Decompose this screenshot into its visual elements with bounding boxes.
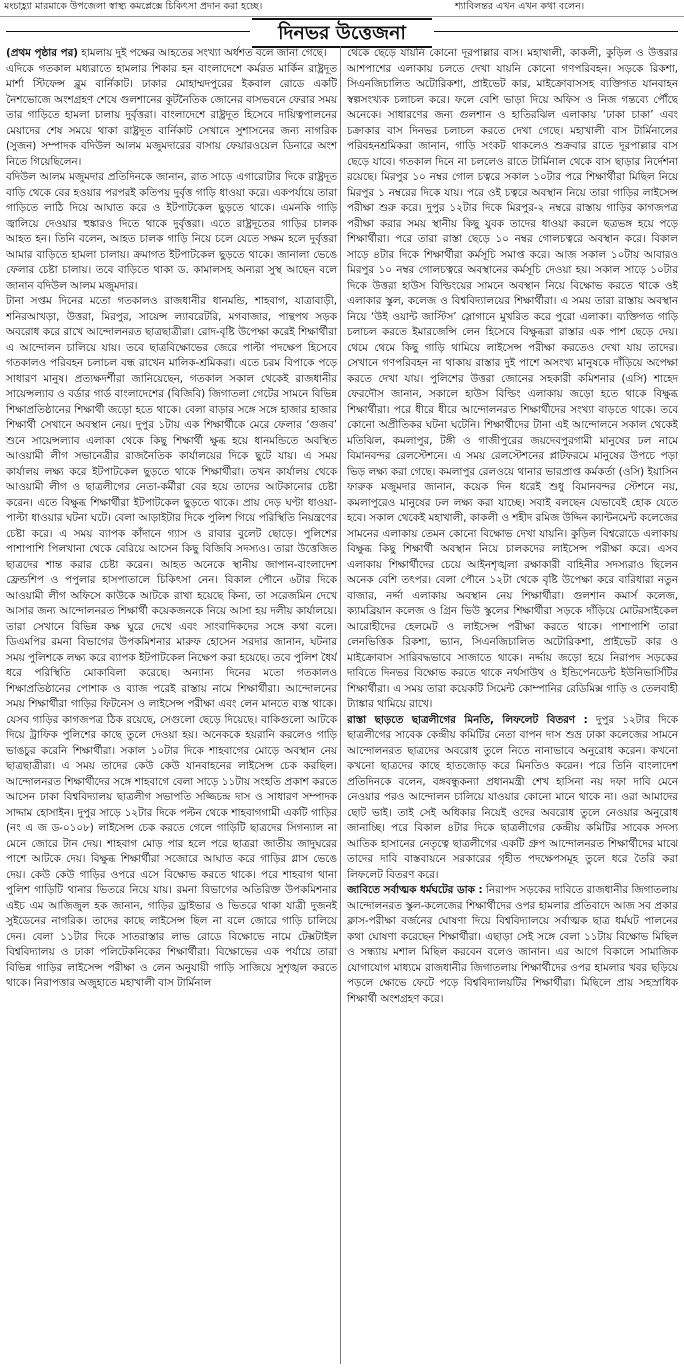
column-separator	[340, 46, 341, 1364]
headline: দিনভর উত্তেজনা	[278, 22, 406, 44]
paragraph-text: দুপুর ১২টার দিকে ছাত্রলীগের সাবেক কেন্দ্রীয় কমিটির নেতা বাপন দাস শুভ্র ঢাকা কলেজের সামনে আন্দোলনরত ছাত্রদের অবরোধ তুলে নিতে নানাভাবে অনুরোধ করেন। কখনো কখনো ছাত্রদের কাছে হাতজোড় করে মিনতিও করেন। পরে তিনি বাংলাদেশ প্রতিদিনকে বলেন, বঙ্গবন্ধুকন্যা প্রধানমন্ত্রী শেখ হাসিনা নয় দফা দাবি মেনে নেওয়ার পরও আন্দোলন চালিয়ে যাওয়ার কোনো মানে থাকে না। ওরা আমাদের ছোট ভাই। তাই সেই অধিকার নিয়েই ওদের অবরোধ তুলে নেওয়ার অনুরোধ জানাচ্ছি। পরে বিকাল ৪টার দিকে ছাত্রলীগের কেন্দ্রীয় কমিটির সাবেক সদস্য আতিক হাসানের নেতৃত্বে ছাত্রলীগের একটি গ্রুপ আন্দোলনরত শিক্ষার্থীদের মাঝে তাদের দাবি বাস্তবায়নে সরকারের গৃহীত পদক্ষেপসমূহ তুলে ধরে তৈরি করা লিফলেট বিতরণ করে।	[347, 713, 678, 881]
paragraph-text: হামলায় দুই পক্ষের আহতের সংখ্যা অর্ধশত বলে জানা গেছে।	[81, 47, 327, 59]
paragraph: এদিকে গতকাল মধ্যরাতে হামলার শিকার হন বাংলাদেশে কর্মরত মার্কিন রাষ্ট্রদূত মার্শা স্টিফেন্স ব্লুম বার্নিকাট। ঢাকার মোহাম্মদপুরের ইকবাল রোডে একটি নৈশভোজে অংশগ্রহণ শেষে গুলশানের কূটনৈতিক জোনের বাসভবনে ফেরার সময় তার গাড়িতে হামলা চালায় দুর্বৃত্তরা। বাংলাদেশে রাষ্ট্রদূত হিসেবে দায়িত্বপালনের মেয়াদের শেষ সময়ে থাকা রাষ্ট্রদূত বার্নিকাট সেখানে সুশাসনের জন্য নাগরিক (সুজন) সম্পাদক বদিউল আলম মজুমদারের বাসায় ফেয়ারওয়েল ডিনারে অংশ নিতে গিয়েছিলেন।	[6, 62, 337, 168]
subheading: জাবিতে সর্বাত্মক ধর্মঘটের ডাক :	[347, 884, 483, 896]
top-strip-left-text: মংচাহ্ল্যা মারমাকে উপজেলা স্বাস্থ্য কমপ্লেক্সে চিকিৎসা প্রদান করা হচ্ছে।	[4, 1, 263, 12]
paragraph: টানা সপ্তম দিনের মতো গতকালও রাজধানীর ধানমন্ডি, শাহবাগ, যাত্রাবাড়ী, শনিরআখড়া, উত্তরা, মিরপুর, সায়েন্স ল্যাবরেটরি, মগবাজার, পান্থপথ সড়ক অবরোধ করে রাখে আন্দোলনরত ছাত্রছাত্রীরা। রোদ-বৃষ্টি উপেক্ষা করেই শিক্ষার্থীরা এ আন্দোলন চালিয়ে যায়। তবে ছাত্রবিক্ষোভের জেরে পাল্টা পদক্ষেপ হিসেবে গতকালও পরিবহন চলাচল বন্ধ রাখেন মালিক-শ্রমিকরা। এতে চরম বিপাকে পড়ে সাধারণ মানুষ। প্রত্যক্ষদর্শীরা জানিয়েছেন, গতকাল সকাল থেকেই রাজধানীর সায়েন্সল্যাব ও বর্ডার গার্ড বাংলাদেশের (বিজিবি) জিগাতলা গেটের সামনে বিভিন্ন শিক্ষাপ্রতিষ্ঠানের শিক্ষার্থী জড়ো হতে থাকে। বেলা বাড়ার সঙ্গে সঙ্গে হাজার হাজার শিক্ষার্থী সেখানে অবস্থান নেয়। দুপুর ১টায় এক শিক্ষার্থীকে মেরে ফেলার ‘গুজব’ শুনে সায়েন্সল্যাব এলাকা থেকে কিছু শিক্ষার্থী ক্ষুব্ধ হয়ে ধানমন্ডিতে অবস্থিত আওয়ামী লীগ সভানেত্রীর রাজনৈতিক কার্যালয়ের দিকে ছুটে যায়। এ সময় কার্যালয় লক্ষ্য করে ইটপাটকেল ছুড়তে থাকে শিক্ষার্থীরা। তখন কার্যালয় থেকে আওয়ামী লীগ ও ছাত্রলীগের নেতা-কর্মীরা বের হয়ে তাদের আটকানোর চেষ্টা করেন। এতে বিক্ষুব্ধ শিক্ষার্থীরা ইটপাটকেল ছুড়তে থাকে। প্রায় দেড় ঘণ্টা ধাওয়া-পাল্টা ধাওয়ার ঘটনা ঘটে। বেলা আড়াইটার দিকে পুলিশ গিয়ে পরিস্থিতি নিয়ন্ত্রণের চেষ্টা করে। এ সময় ব্যাপক কাঁদানে গ্যাস ও রাবার বুলেট ছোড়ে। পুলিশের পাশাপাশি পিলখানা থেকে বেরিয়ে আসেন কিছু বিজিবি সদস্যও। তারা উত্তেজিত ছাত্রদের শান্ত করার চেষ্টা করেন। আহত অনেকে স্থানীয় জাপান-বাংলাদেশ ফ্রেন্ডশিপ ও পপুলার হাসপাতালে চিকিৎসা নেন। বিকাল পৌনে ৬টার দিকে আওয়ামী লীগ অফিসে কাউকে আটকে রাখা হয়েছে কিনা, তা সরেজমিন দেখে আসার জন্য আন্দোলনরত শিক্ষার্থী কয়েকজনকে নিয়ে আসা হয় দলীয় কার্যালয়ে। তারা সেখানে বিভিন্ন কক্ষ ঘুরে দেখে এবং সাংবাদিকদের সঙ্গে কথা বলে। ডিএমপির রমনা বিভাগের উপকমিশনার মারুফ হোসেন সরদার জানান, ঘটনার সময় পুলিশকে লক্ষ্য করে ব্যাপক ইটপাটকেল নিক্ষেপ করা হয়েছে। তবে পুলিশ ধৈর্য ধরে পরিস্থিতি মোকাবিলা করেছে। অন্যান্য দিনের মতো গতকালও শিক্ষাপ্রতিষ্ঠানের পোশাক ও ব্যাজ পরেই রাস্তায় নামে শিক্ষার্থীরা। আন্দোলনের সময় শিক্ষার্থীরা গাড়ির ফিটনেস ও লাইসেন্স পরীক্ষা এবং লেন মানতে ব্যস্ত থাকে। যেসব গাড়ির কাগজপত্র ঠিক রয়েছে, সেগুলো ছেড়ে দিয়েছে। বাকিগুলো আটকে দিয়ে ট্রাফিক পুলিশের কাছে তুলে দেওয়া হয়। অনেককে হয়রানি করলেও গাড়ি ভাঙচুর করেনি শিক্ষার্থীরা। সকাল ১০টার দিকে শাহবাগের মোড়ে অবস্থান নেয় ছাত্রছাত্রীরা। এ সময় তাদের কেউ কেউ যানবাহনের লাইসেন্স চেক করছিল। আন্দোলনরত শিক্ষার্থীদের সঙ্গে শাহবাগে বেলা সাড়ে ১১টায় সংহতি প্রকাশ করতে আসেন ঢাকা বিশ্ববিদ্যালয় ছাত্রলীগ সভাপতি সজ্জিচন্দ্র দাস ও সাধারণ সম্পাদক সাদ্দাম হোসাইন। দুপুর সাড়ে ১২টার দিকে পল্টন থেকে শাহবাগগামী একটি গাড়ির (নং এ জ ড-০১০৮) লাইসেন্স চেক করতে গেলে গাড়িটি ছাত্রদের সিগন্যাল না মেনে জোরে টান দেয়। শাহবাগ মোড় পার হলে পরে ছাত্ররা জাতীয় জাদুঘরের পাশে আটকে দেয়। বিক্ষুব্ধ শিক্ষার্থীরা সজোরে আঘাত করে গাড়ির গ্লাস ভেঙে দেয়। কেউ কেউ গাড়ির ওপরে এসে বিক্ষোভ করতে থাকে। পরে শাহবাগ থানা পুলিশ গাড়িটি থানার ভিতরে নিয়ে যায়। রমনা বিভাগের অতিরিক্ত উপকমিশনার এইচ এম আজিজুল হক জানান, গাড়ির ড্রাইভার ও ভিতরে থাকা যাত্রী দুজনই সুইডেনের নাগরিক। তাদের কাছে লাইসেন্স ছিল না বলে জোরে গাড়ি চালিয়ে দেন। বেলা ১১টার দিকে সাতরাস্তার লাভ রোডে বিক্ষোভে নামে টেক্সটাইল বিশ্ববিদ্যালয় ও ঢাকা পলিটেকনিকের শিক্ষার্থীরা। বিক্ষোভের এক পর্যায়ে তারা বিভিন্ন গাড়ির লাইসেন্স পরীক্ষা ও লেন অনুযায়ী গাড়ি সাজিয়ে সুশৃঙ্খল করতে থাকে। নিরাপত্তার অজুহাতে মহাখালী বাস টার্মিনাল	[6, 295, 337, 989]
top-strip	[0, 0, 684, 17]
paragraph	[6, 46, 337, 62]
paragraph: বদিউল আলম মজুমদার প্রতিদিনকে জানান, রাত সাড়ে এগারোটার দিকে রাষ্ট্রদূত বাড়ি থেকে বের হওয়ার পরপরই কতিপয় দুর্বৃত্ত গাড়ি ধাওয়া করে। একপর্যায়ে তারা গাড়িতে লাঠি দিয়ে আঘাত করে ও ইটপাটকেল ছুড়তে থাকে। এমনকি গাড়ি জ্বালিয়ে দেওয়ার হুঙ্কারও দিতে থাকে দুর্বৃত্তরা। এতে রাষ্ট্রদূতের গাড়ির চালক আহত হন। তিনি বলেন, আহত চালক গাড়ি নিয়ে চলে যেতে সক্ষম হলে দুর্বৃত্তরা আমার বাড়িতে হামলা চালায়। ক্রমাগত ইটপাটকেল ছুড়তে থাকে। জানালা ভেঙে ফেলার চেষ্টা চালায়। তবে বাড়িতে থাকা ড. কামালসহ অন্যরা সুস্থ আছেন বলে জানান বদিউল আলম মজুমদার।	[6, 171, 337, 292]
headline-rule-right	[434, 31, 678, 32]
paragraph-text: নিরাপদ সড়কের দাবিতে রাজধানীর জিগাতলায় আন্দোলনরত স্কুল-কলেজের শিক্ষার্থীদের ওপর হামলার প্রতিবাদে আজ সব প্রকার ক্লাস-পরীক্ষা বর্জনের ঘোষণা দিয়ে বিশ্ববিদ্যালয়ে সর্বাত্মক ছাত্র ধর্মঘট পালনের কথা ঘোষণা করেছেন শিক্ষার্থীরা। এছাড়া সেই সঙ্গে বেলা ১১টায় বিক্ষোভ মিছিল ও সন্ধ্যায় মশাল মিছিল করবেন বলেও জানান। এর আগে বিকালে সামাজিক যোগাযোগ মাধ্যমে রাজধানীর জিগাতলায় শিক্ষার্থীদের ওপর হামলার খবর ছড়িয়ে পড়লে ক্ষোভে ফেটে পড়ে বিশ্ববিদ্যালয়টির শিক্ষার্থীরা। মিছিলে প্রায় সহস্রাধিক শিক্ষার্থী অংশগ্রহণ করে।	[347, 884, 678, 1005]
subheading: রাস্তা ছাড়তে ছাত্রলীগের মিনতি, লিফলেট বিতরণ :	[347, 713, 588, 726]
headline-box	[252, 18, 432, 48]
article-column-1	[6, 46, 337, 1364]
top-strip-right-text: শ্যাবিলন্তর এখন এখন কথা বলেন।	[455, 1, 585, 12]
paragraph	[347, 713, 678, 884]
article-column-2	[347, 46, 678, 1364]
headline-rule-left	[6, 31, 250, 32]
paragraph	[347, 883, 678, 1007]
paragraph-lead: (প্রথম পৃষ্ঠার পর)	[6, 47, 78, 59]
paragraph: থেকে ছেড়ে যায়নি কোনো দূরপাল্লার বাস। মহাখালী, কাকলী, কুড়িল ও উত্তরার আশপাশের এলাকায় চলতে দেখা যায়নি কোনো গণপরিবহন। সড়কে রিকশা, সিএনজিচালিত অটোরিকশা, প্রাইভেট কার, মাইক্রোবাসসহ ব্যক্তিগত যানবাহন স্বল্পসংখ্যক চলাচল করে। ফলে বেশি ভাড়া দিয়ে অফিস ও নিজ গন্তব্যে পৌঁছে অনেকে। সাধারণের জন্য গুলশান ও হাতিরঝিল এলাকায় ‘ঢাকা চাকা’ এবং চক্রাকার বাস দিনভর চলাচল করতে দেখা গেছে। মহাখালী বাস টার্মিনালের পরিবহনশ্রমিকরা জানান, গাড়ি সংকট থাকলেও শুক্রবার রাতে দূরপাল্লার বাস ছেড়ে যাবে। গতকাল দিনে না চললেও রাতে টার্মিনাল থেকে বাস ছাড়ার নির্দেশনা রয়েছে। মিরপুর ১০ নম্বর গোল চত্বরে সকাল ১০টার পরে শিক্ষার্থীরা মিছিল নিয়ে মিরপুর ১ নম্বরের দিকে যায়। পরে ওই চত্বরে অবস্থান নিয়ে তারা গাড়ির লাইসেন্স পরীক্ষা শুরু করে। দুপুর ১২টার দিকে মিরপুর-২ নম্বরে রাস্তায় গাড়ির কাগজপত্র পরীক্ষা করার সময় স্থানীয় কিছু যুবক তাদের ধাওয়া করলে ছত্রভঙ্গ হয়ে পড়ে শিক্ষার্থীরা। পরে তারা রাস্তা ছেড়ে ১০ নম্বর গোলচত্বরে অবস্থান করে। বিকাল সাড়ে ৪টার দিকে শিক্ষার্থীরা কর্মসূচি সমাপ্ত করে। আজ সকাল ১০টায় আবারও মিরপুর ১০ নম্বর গোলচত্বরে অবস্থানের কর্মসূচি দেওয়া হয়। সকাল সাড়ে ১০টার দিকে উত্তরা হাউস বিল্ডিংয়ের সামনে অবস্থান নিয়ে বিক্ষোভ করতে থাকে ওই এলাকার স্কুল, কলেজ ও বিশ্ববিদ্যালয়ের শিক্ষার্থীরা। এ সময় তারা রাস্তায় অবস্থান নিয়ে ‘উই ওয়ান্ট জাস্টিস’ স্লোগানে মুখরিত করে পুরো এলাকা। ব্যক্তিগত গাড়ি চলাচল করতে ইমারজেন্সি লেন হিসেবে বিক্ষুব্ধরা রাস্তার এক পাশ ছেড়ে দেয়। থেমে থেমে কিছু গাড়ি থামিয়ে লাইসেন্স পরীক্ষা করতেও দেখা যায় তাদের। সেখানে গণপরিবহন না থাকায় রাস্তার দুই পাশে অসংখ্য মানুষকে দাঁড়িয়ে অপেক্ষা করতে দেখা যায়। পুলিশের উত্তরা জোনের সহকারী কমিশনার (এসি) শাহেদ ফেরদৌস জানান, সকালে হাউস বিল্ডিং এলাকায় জড়ো হতে থাকে বিক্ষুব্ধ শিক্ষার্থীরা। পরে ধীরে ধীরে আন্দোলনরত শিক্ষার্থীদের সংখ্যা বাড়তে থাকে। তবে কোনো অপ্রীতিকর ঘটনা ঘটেনি। শিক্ষার্থীদের টানা এই আন্দোলনে সকাল থেকেই মতিঝিল, কমলাপুর, টঙ্গী ও গাজীপুরের জয়দেবপুরগামী মানুষের ঢল নামে বিমানবন্দর রেলস্টেশনে। এ সময় রেলস্টেশনের প্লাটফরমে মানুষের উপচে পড়া ভিড় লক্ষ্য করা গেছে। কমলাপুর রেলওয়ে থানার ভারপ্রাপ্ত কর্মকর্তা (ওসি) ইয়াসিন ফারুক মজুমদার জানান, কয়েক দিন ধরেই শুধু বিমানবন্দর স্টেশনে নয়, কমলাপুরেও মানুষের ঢল লক্ষ্য করা যাচ্ছে। সবাই বলছেন যেভাবেই হোক যেতে হবে। সকাল থেকেই মহাখালী, কাকলী ও শহীদ রমিজ উদ্দিন ক্যান্টনমেন্ট কলেজের সামনের এলাকায় তেমন কোনো বিক্ষোভ দেখা যায়নি। কুড়িল বিশ্বরোডে এলাকায় বিক্ষুব্ধ কিছু শিক্ষার্থী অবস্থান নিয়ে চালকদের লাইসেন্স পরীক্ষা করে। এসব এলাকায় শিক্ষার্থীদের চেয়ে আইনশৃঙ্খলা রক্ষাকারী বাহিনীর সদস্যরাও ছিলেন অনেক বেশি তৎপর। বেলা পৌনে ১২টা থেকে বৃষ্টি উপেক্ষা করে বারিধারা নতুন বাজার, নর্দ্দা এলাকায় অবস্থান নেয় শিক্ষার্থীরা। গুলশান কমার্স কলেজ, ক্যামব্রিয়ান কলেজ ও গ্রিন ভিউ স্কুলের শিক্ষার্থীরা সড়কে দাঁড়িয়ে মোটরসাইকেল আরোহীদের হেলমেট ও লাইসেন্স পরীক্ষা করতে থাকে। পাশাপাশি তারা লেনভিত্তিক রিকশা, ভ্যান, সিএনজিচালিত অটোরিকশা, প্রাইভেট কার ও মাইক্রোবাস সারিবদ্ধভাবে সাজাতে থাকে। নর্দ্দায় জড়ো হয়ে নিরাপদ সড়কের দাবিতে দিনভর বিক্ষোভ করতে থাকে নর্থসাউথ ও ইন্ডিপেনডেন্ট ইউনিভার্সিটির শিক্ষার্থীরা। এ সময় তারা কয়েকটি সিমেন্ট কোম্পানির রেডিমিক্স গাড়ি ও তেলবাহী ট্যাঙ্কার থামিয়ে রাখে।	[347, 47, 678, 710]
